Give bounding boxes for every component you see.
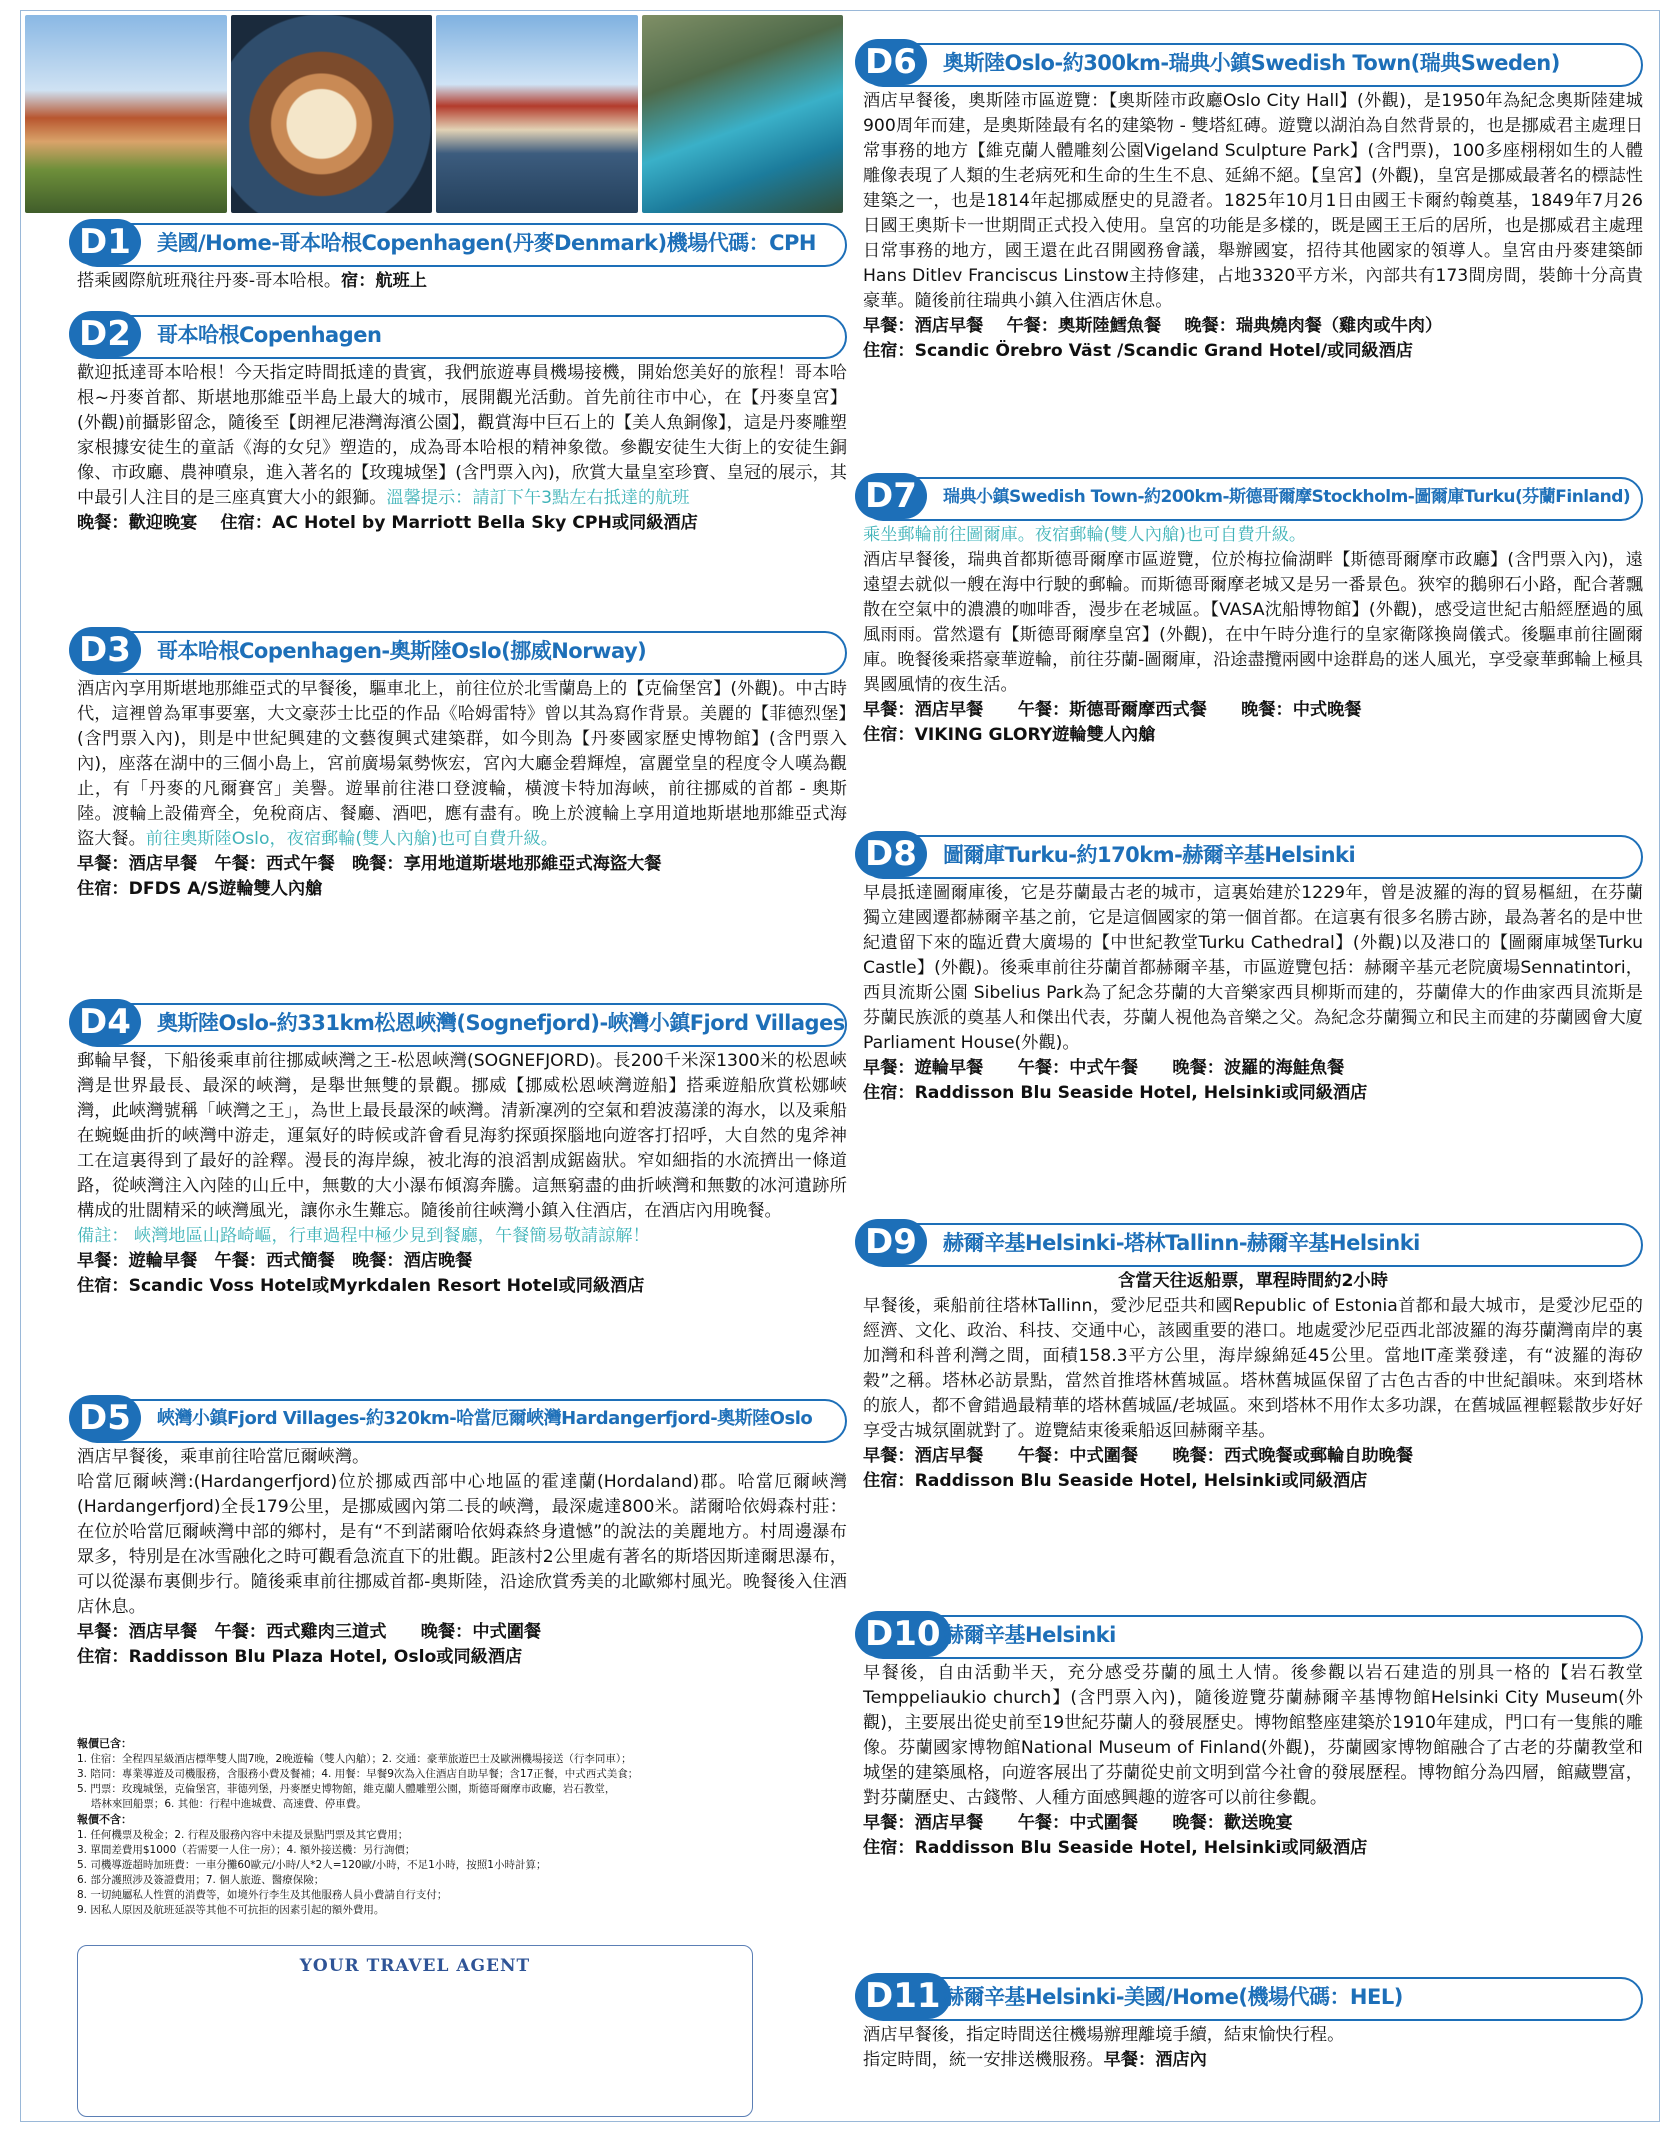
day-description: 酒店內享用斯堪地那維亞式的早餐後，驅車北上，前往位於北雪蘭島上的【克倫堡宮】(外觀)。中古時代，這裡曾為軍事要塞，大文豪莎士比亞的作品《哈姆雷特》曾以其為寫作背景。美麗的【菲德烈堡】(含門票入內)，則是中世紀興建的文藝復興式建築群，如今則為【丹麥國家歷史博物館】(含門票入內)，座落在湖中的三個小島上，宮前廣場氣勢恢宏，宮內大廳金碧輝煌，富麗堂皇的程度令人嘆為觀止，有「丹麥的凡爾賽宮」美譽。遊畢前往港口登渡輪，橫渡卡特加海峽，前往挪威的首都 - 奧斯陸。渡輪上設備齊全，免稅商店、餐廳、酒吧，應有盡有。晚上於渡輪上享用道地斯堪地那維亞式海盜大餐。 — [77, 679, 847, 849]
day-stay: 住宿：Scandic Voss Hotel或Myrkdalen Resort Hotel或同級酒店 — [77, 1276, 645, 1296]
day-title: 美國/Home-哥本哈根Copenhagen(丹麥Denmark)機場代碼：CPH — [157, 231, 816, 255]
day-tip: 備註： 峽灣地區山路崎嶇，行車過程中極少見到餐廳，午餐簡易敬請諒解！ — [77, 1226, 650, 1246]
day-stay: 住宿：Raddisson Blu Seaside Hotel, Helsinki或同級酒店 — [863, 1471, 1368, 1491]
day-5 — [77, 1395, 847, 1670]
day-body — [863, 2023, 1643, 2073]
day-tip: 前往奧斯陸Oslo，夜宿郵輪(雙人內艙)也可自費升級。 — [145, 829, 558, 849]
included-line: 塔林來回船票；6. 其他：行程中進城費、高速費、停車費。 — [77, 1798, 367, 1810]
day-body — [77, 677, 847, 902]
day-title: 哥本哈根Copenhagen — [157, 323, 382, 347]
day-title: 峽灣小鎮Fjord Villages-約320km-哈當厄爾峽灣Hardangerfjord-奧斯陸Oslo — [157, 1408, 813, 1429]
day-stay: 住宿：Raddisson Blu Seaside Hotel, Helsinki或同級酒店 — [863, 1083, 1368, 1103]
day-body — [863, 89, 1643, 364]
day-body — [863, 881, 1643, 1106]
travel-agent-box — [77, 1945, 753, 2117]
day-header — [861, 1611, 1643, 1657]
day-body — [77, 269, 847, 294]
day-badge: D10 — [855, 1611, 951, 1657]
included-line: 1. 住宿：全程四星級酒店標準雙人間7晚，2晚遊輪（雙人內艙）；2. 交通：豪華旅遊巴士及歐洲機場接送（行李同車）； — [77, 1753, 632, 1765]
day-meals: 早餐：酒店內 — [1103, 2050, 1207, 2070]
day-2 — [77, 311, 847, 536]
day-title: 圖爾庫Turku-約170km-赫爾辛基Helsinki — [943, 843, 1356, 867]
day-6 — [863, 39, 1643, 364]
day-body — [863, 523, 1643, 748]
day-description: 酒店早餐後，指定時間送往機場辦理離境手續，結束愉快行程。 — [863, 2025, 1345, 2045]
day-3 — [77, 627, 847, 902]
photo-food-plate — [231, 15, 433, 213]
day-stay: 住宿：DFDS A/S遊輪雙人內艙 — [77, 879, 323, 899]
photo-strip — [25, 15, 843, 213]
included-line: 5. 門票：玫瑰城堡，克倫堡宮，菲德列堡，丹麥歷史博物館，維克蘭人體雕塑公園，斯德哥爾摩市政廳，岩石教堂， — [77, 1783, 616, 1795]
travel-agent-title: YOUR TRAVEL AGENT — [299, 1956, 531, 1976]
day-meals: 早餐：酒店早餐 午餐：西式雞肉三道式 晚餐：中式圍餐 — [77, 1622, 542, 1642]
day-meals: 早餐：酒店早餐 午餐：斯德哥爾摩西式餐 晚餐：中式晚餐 — [863, 700, 1362, 720]
day-badge: D11 — [855, 1973, 951, 2019]
day-stay: 住宿：VIKING GLORY遊輪雙人內艙 — [863, 725, 1156, 745]
day-meals: 早餐：酒店早餐 午餐：奧斯陸鱈魚餐 晚餐：瑞典燒肉餐（雞肉或牛肉） — [863, 316, 1443, 336]
day-subtitle: 含當天往返船票，單程時間約2小時 — [1118, 1271, 1388, 1291]
day-body — [77, 1445, 847, 1670]
day-description-detail: 哈當厄爾峽灣:(Hardangerfjord)位於挪威西部中心地區的霍達蘭(Hordaland)郡。哈當厄爾峽灣(Hardangerfjord)全長179公里，是挪威國內第二長的峽灣，最深處達800米。諾爾哈依姆森村莊：在位於哈當厄爾峽灣中部的鄉村，是有“不到諾爾哈依姆森終身遺憾”的說法的美麗地方。村周邊瀑布眾多，特別是在冰雪融化之時可觀看急流直下的壯觀。距該村2公里處有著名的斯塔因斯達爾思瀑布，可以從瀑布裏側步行。隨後乘車前往挪威首都-奧斯陸，沿途欣賞秀美的北歐鄉村風光。晚餐後入住酒店休息。 — [77, 1472, 847, 1617]
day-header — [861, 473, 1643, 519]
day-badge: D3 — [69, 627, 141, 673]
day-header — [861, 831, 1643, 877]
day-header — [75, 311, 847, 357]
day-header — [861, 1973, 1643, 2019]
itinerary-page — [20, 10, 1660, 2122]
day-8 — [863, 831, 1643, 1106]
excluded-line: 9. 因私人原因及航班延誤等其他不可抗拒的因素引起的額外費用。 — [77, 1904, 385, 1916]
day-meals: 晚餐：歡迎晚宴 住宿：AC Hotel by Marriott Bella Sky CPH或同級酒店 — [77, 513, 698, 533]
photo-harbour-buildings — [436, 15, 638, 213]
day-meals: 早餐：酒店早餐 午餐：中式圍餐 晚餐：歡送晚宴 — [863, 1813, 1293, 1833]
day-title: 瑞典小鎮Swedish Town-約200km-斯德哥爾摩Stockholm-圖爾庫Turku(芬蘭Finland) — [943, 487, 1631, 507]
day-body — [77, 1049, 847, 1299]
day-meals: 早餐：酒店早餐 午餐：中式圍餐 晚餐：西式晚餐或郵輪自助晚餐 — [863, 1446, 1414, 1466]
day-stay: 住宿：Raddisson Blu Plaza Hotel, Oslo或同級酒店 — [77, 1647, 523, 1667]
day-header — [75, 999, 847, 1045]
day-9 — [863, 1219, 1643, 1494]
day-body — [863, 1269, 1643, 1494]
day-title: 赫爾辛基Helsinki — [943, 1623, 1116, 1647]
included-line: 3. 陪同：專業導遊及司機服務，含服務小費及餐補；4. 用餐：早餐9次為入住酒店自助早餐；含17正餐，中式西式美食； — [77, 1768, 639, 1780]
day-meals: 早餐：酒店早餐 午餐：西式午餐 晚餐：享用地道斯堪地那維亞式海盜大餐 — [77, 854, 662, 874]
fine-print — [77, 1736, 857, 1918]
photo-tallinn-old-town — [25, 15, 227, 213]
excluded-line: 8. 一切純屬私人性質的消費等，如境外行李生及其他服務人員小費請自行支付； — [77, 1889, 448, 1901]
day-stay: 宿：航班上 — [341, 271, 427, 291]
excluded-line: 5. 司機導遊超時加班費：一車分攤60歐元/小時/人*2人=120歐/小時，不足1小時，按照1小時計算； — [77, 1859, 547, 1871]
day-description: 酒店早餐後，奧斯陸市區遊覽：【奧斯陸市政廳Oslo City Hall】(外觀)，是1950年為紀念奧斯陸建城900周年而建，是奧斯陸最有名的建築物 - 雙塔紅磚。遊覽以湖泊為自然背景的，也是挪威君主處理日常事務的地方【維克蘭人體雕刻公園Vigeland Sculpture Park】(含門票)，100多座栩栩如生的人體雕像表現了人類的生老病死和生命的生生不息、延綿不絕。【皇宮】(外觀)，皇宮是挪威最著名的標誌性建築之一，也是1814年起挪威歷史的見證者。1825年10月1日由國王卡爾約翰奠基，1849年7月26日國王奧斯卡一世期間正式投入使用。皇宮的功能是多樣的，既是國王王后的居所，也是挪威君主處理日常事務的地方，國王還在此召開國務會議，舉辦國宴，招待其他國家的領導人。皇宮由丹麥建築師Hans Ditlev Franciscus Linstow主持修建，占地3320平方米，內部共有173間房間，裝飾十分高貴豪華。隨後前往瑞典小鎮入住酒店休息。 — [863, 91, 1643, 311]
excluded-line: 3. 單間差費用$1000（若需要一人住一房）；4. 額外接送機：另行詢價； — [77, 1844, 416, 1856]
day-description: 酒店早餐後，乘車前往哈當厄爾峽灣。 — [77, 1447, 370, 1467]
day-description-detail: 指定時間，統一安排送機服務。 — [863, 2050, 1104, 2070]
day-1 — [77, 219, 847, 294]
day-title: 奧斯陸Oslo-約300km-瑞典小鎮Swedish Town(瑞典Sweden) — [943, 51, 1560, 75]
day-body — [77, 361, 847, 536]
day-title: 赫爾辛基Helsinki-塔林Tallinn-赫爾辛基Helsinki — [943, 1231, 1420, 1255]
day-description: 早餐後，乘船前往塔林Tallinn，愛沙尼亞共和國Republic of Estonia首都和最大城市，是愛沙尼亞的經濟、文化、政治、科技、交通中心，該國重要的港口。地處愛沙尼亞西北部波羅的海芬蘭灣南岸的裏加灣和科普利灣之間，面積158.3平方公里，海岸線綿延45公里。當地IT產業發達，有“波羅的海矽穀”之稱。塔林必訪景點，當然首推塔林舊城區。塔林舊城區保留了古色古香的中世紀韻味。來到塔林的旅人，都不會錯過最精華的塔林舊城區/老城區。來到塔林不用作太多功課，在舊城區裡輕鬆散步好好享受古城氛圍就對了。遊覽結束後乘船返回赫爾辛基。 — [863, 1296, 1643, 1441]
day-header — [75, 219, 847, 265]
day-description: 歡迎抵達哥本哈根！今天指定時間抵達的貴賓，我們旅遊專員機場接機，開始您美好的旅程！哥本哈根~丹麥首都、斯堪地那維亞半島上最大的城市，展開觀光活動。首先前往市中心，在【丹麥皇宮】(外觀)前攝影留念，隨後至【朗裡尼港灣海濱公園】，觀賞海中巨石上的【美人魚銅像】，這是丹麥雕塑家根據安徒生的童話《海的女兒》塑造的，成為哥本哈根的精神象徵。參觀安徒生大街上的安徒生銅像、市政廳、農神噴泉，進入著名的【玫瑰城堡】(含門票入內)，欣賞大量皇室珍寶、皇冠的展示，其中最引人注目的是三座真實大小的銀獅。 — [77, 363, 847, 508]
day-badge: D7 — [855, 473, 927, 519]
photo-fjord — [642, 15, 844, 213]
day-body — [863, 1661, 1643, 1861]
day-badge: D5 — [69, 1395, 141, 1441]
day-title: 哥本哈根Copenhagen-奧斯陸Oslo(挪威Norway) — [157, 639, 647, 663]
day-header — [75, 627, 847, 673]
day-header — [861, 1219, 1643, 1265]
day-stay: 住宿：Scandic Örebro Väst /Scandic Grand Hotel/或同級酒店 — [863, 341, 1413, 361]
day-description: 酒店早餐後，瑞典首都斯德哥爾摩市區遊覽，位於梅拉倫湖畔【斯德哥爾摩市政廳】(含門票入內)，遠遠望去就似一艘在海中行駛的郵輪。而斯德哥爾摩老城又是另一番景色。狹窄的鵝卵石小路，配合著飄散在空氣中的濃濃的咖啡香，漫步在老城區。【VASA沈船博物館】(外觀)，感受這世紀古船經歷過的風風雨雨。當然還有【斯德哥爾摩皇宮】(外觀)，在中午時分進行的皇家衛隊換崗儀式。後驅車前往圖爾庫。晚餐後乘搭豪華遊輪，前往芬蘭-圖爾庫，沿途盡攬兩國中途群島的迷人風光，享受豪華郵輪上極具異國風情的夜生活。 — [863, 550, 1643, 695]
day-description: 早晨抵達圖爾庫後，它是芬蘭最古老的城市，這裏始建於1229年，曾是波羅的海的貿易樞紐，在芬蘭獨立建國遷都赫爾辛基之前，它是這個國家的第一個首都。在這裏有很多名勝古跡，最為著名的是中世紀遺留下來的臨近費大廣場的【中世紀教堂Turku Cathedral】(外觀)以及港口的【圖爾庫城堡Turku Castle】(外觀)。後乘車前往芬蘭首都赫爾辛基，市區遊覽包括：赫爾辛基元老院廣場Sennatintori，西貝流斯公園 Sibelius Park為了紀念芬蘭的大音樂家西貝柳斯而建的，芬蘭偉大的作曲家西貝流斯是芬蘭民族派的奠基人和傑出代表，芬蘭人視他為音樂之父。為紀念芬蘭獨立和民主而建的芬蘭國會大廈Parliament House(外觀)。 — [863, 883, 1643, 1053]
day-7 — [863, 473, 1643, 748]
day-description: 郵輪早餐，下船後乘車前往挪威峽灣之王-松恩峽灣(SOGNEFJORD)。長200千米深1300米的松恩峽灣是世界最長、最深的峽灣，是舉世無雙的景觀。挪威【挪威松恩峽灣遊船】搭乘遊船欣賞松娜峽灣，此峽灣號稱「峽灣之王」，為世上最長最深的峽灣。清新凜冽的空氣和碧波蕩漾的海水，以及乘船在蜿蜒曲折的峽灣中游走，運氣好的時候或許會看見海豹探頭探腦地向遊客打招呼，大自然的鬼斧神工在這裏得到了最好的詮釋。漫長的海岸線，被北海的浪滔割成鋸齒狀。窄如細指的水流擠出一條道路，從峽灣注入內陸的山丘中，無數的大小瀑布傾瀉奔騰。這無窮盡的曲折峽灣和無數的冰河遺跡所構成的壯闊精采的峽灣風光，讓你永生難忘。隨後前往峽灣小鎮入住酒店，在酒店內用晚餐。 — [77, 1051, 847, 1221]
day-badge: D8 — [855, 831, 927, 877]
day-badge: D6 — [855, 39, 927, 85]
day-stay: 住宿：Raddisson Blu Seaside Hotel, Helsinki或同級酒店 — [863, 1838, 1368, 1858]
day-badge: D4 — [69, 999, 141, 1045]
excluded-title: 報價不含： — [77, 1813, 132, 1826]
day-tip: 乘坐郵輪前往圖爾庫。夜宿郵輪(雙人內艙)也可自費升級。 — [863, 525, 1307, 545]
day-description: 早餐後，自由活動半天，充分感受芬蘭的風土人情。後參觀以岩石建造的別具一格的【岩石教堂Temppeliaukio church】(含門票入內)，隨後遊覽芬蘭赫爾辛基博物館Helsinki City Museum(外觀)，主要展出從史前至19世紀芬蘭人的發展歷史。博物館整座建築於1910年建成，門口有一隻熊的雕像。芬蘭國家博物館National Museum of Finland(外觀)，芬蘭國家博物館融合了古老的芬蘭教堂和城堡的建築風格，向遊客展出了芬蘭從史前文明到當今社會的發展歷程。博物館分為四層，館藏豐富，對芬蘭歷史、古錢幣、人種方面感興趣的遊客可以前往參觀。 — [863, 1663, 1643, 1808]
day-tip: 溫馨提示：請訂下午3點左右抵達的航班 — [386, 488, 690, 508]
day-meals: 早餐：遊輪早餐 午餐：西式簡餐 晚餐：酒店晚餐 — [77, 1251, 473, 1271]
day-badge: D9 — [855, 1219, 927, 1265]
day-10 — [863, 1611, 1643, 1861]
excluded-line: 6. 部分護照涉及簽證費用；7. 個人旅遊、醫療保險； — [77, 1874, 325, 1886]
day-title: 奧斯陸Oslo-約331km松恩峽灣(Sognefjord)-峽灣小鎮Fjord Villages — [157, 1011, 845, 1035]
day-badge: D2 — [69, 311, 141, 357]
day-meals: 早餐：遊輪早餐 午餐：中式午餐 晚餐：波羅的海鮭魚餐 — [863, 1058, 1345, 1078]
excluded-line: 1. 任何機票及稅金；2. 行程及服務內容中未提及景點門票及其它費用； — [77, 1829, 409, 1841]
day-title: 赫爾辛基Helsinki-美國/Home(機場代碼：HEL) — [943, 1985, 1403, 2009]
day-header — [75, 1395, 847, 1441]
day-11 — [863, 1973, 1643, 2073]
day-badge: D1 — [69, 219, 141, 265]
day-4 — [77, 999, 847, 1299]
day-description: 搭乘國際航班飛往丹麥-哥本哈根。 — [77, 271, 342, 291]
day-header — [861, 39, 1643, 85]
included-title: 報價已含： — [77, 1737, 132, 1750]
